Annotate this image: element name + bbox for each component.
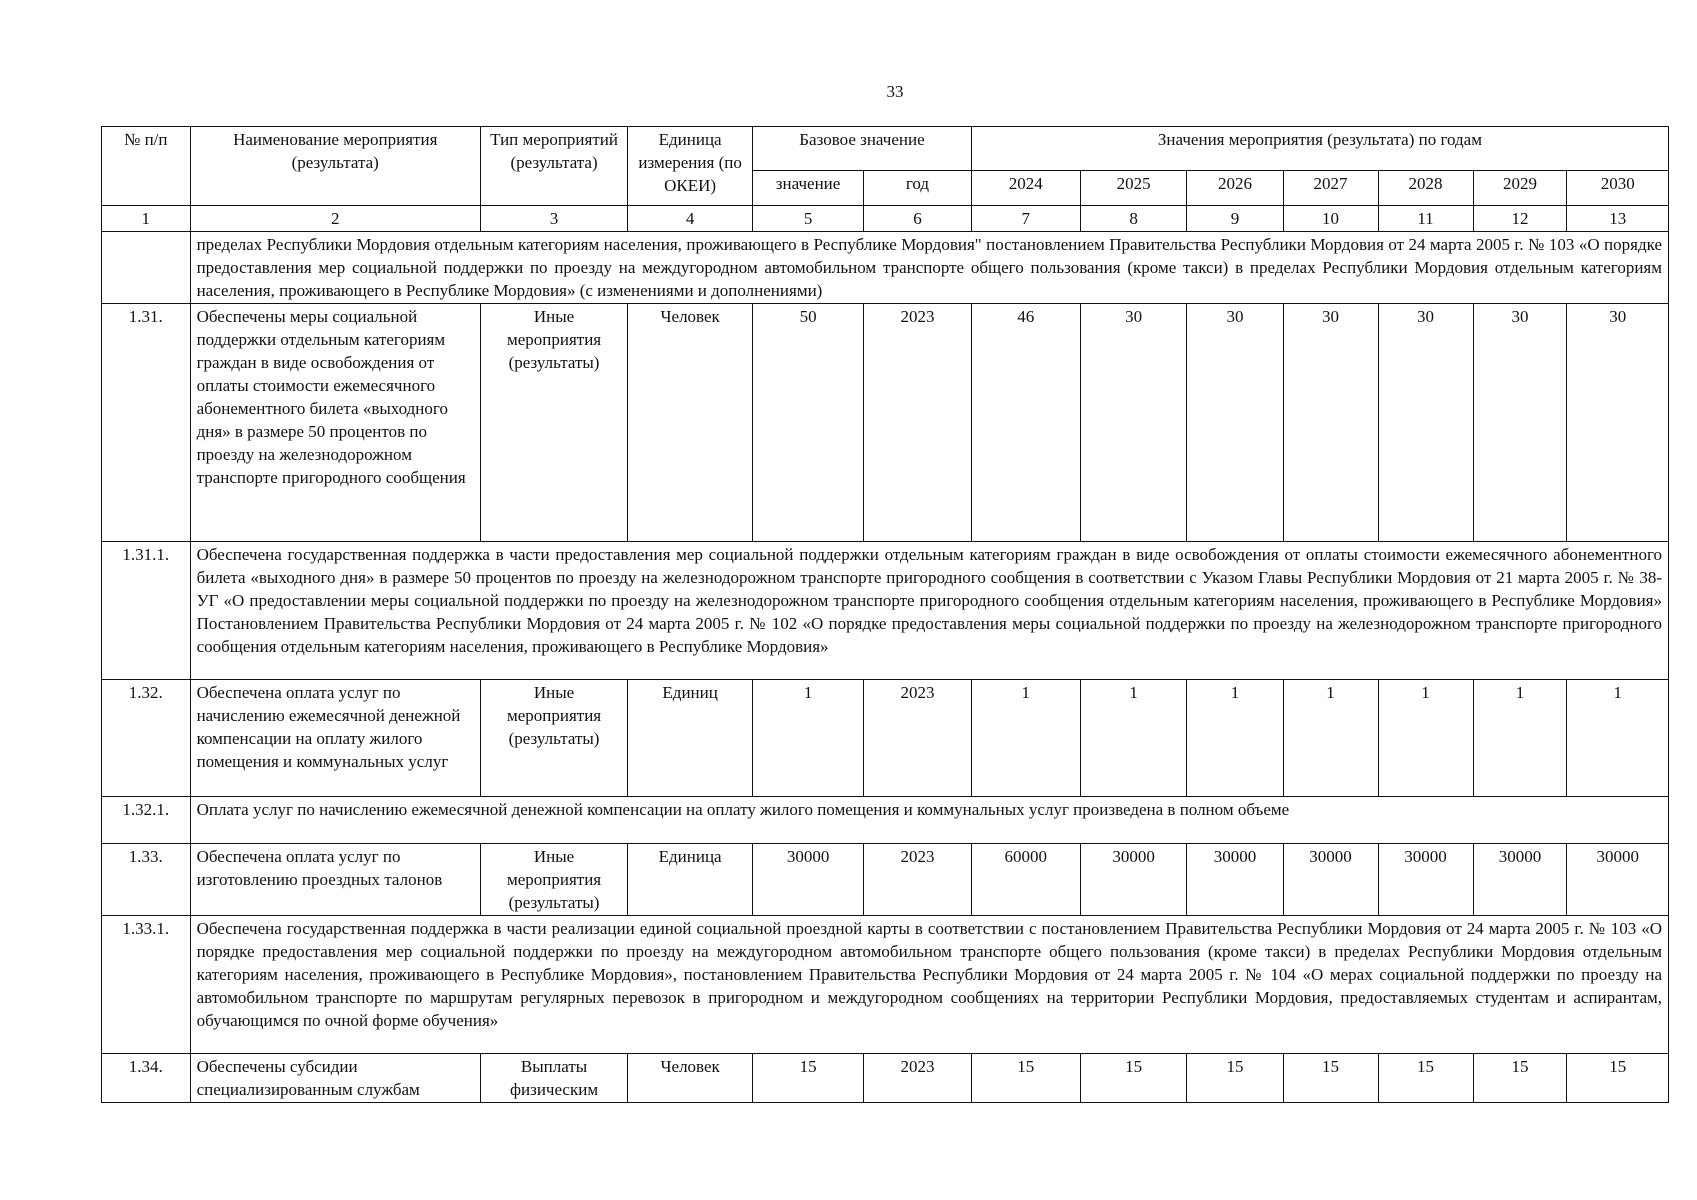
header-year: 2030 <box>1567 171 1669 206</box>
subrow <box>102 916 1669 1054</box>
subrow-text: Обеспечена государственная поддержка в части реализации единой социальной проездной карты в соответствии с постановлением Правительства Республики Мордовия от 24 марта 2005 г. № 103 «О порядке предоставления мер социальной поддержки по проезду на междугородном автомобильном транспорте общего пользования (кроме такси) в пределах Республики Мордовия отдельным категориям населения, проживающего в Республике Мордовия», постановлением Правительства Республики Мордовия от 24 марта 2005 г. № 104 «О мерах социальной поддержки по проезду на автомобильном транспорте по маршрутам регулярных перевозок в пригородном и междугородном сообщениях на территории Республики Мордовия, предоставляемых студентам и аспирантам, обучающимся по очной форме обучения» <box>190 916 1668 1054</box>
row-year-value: 30000 <box>1378 844 1473 916</box>
row-base-year: 2023 <box>864 1054 972 1103</box>
row-year-value: 15 <box>1187 1054 1283 1103</box>
row-year-value: 1 <box>1187 680 1283 797</box>
row-unit: Человек <box>628 304 753 542</box>
column-number: 13 <box>1567 206 1669 232</box>
column-number: 7 <box>971 206 1080 232</box>
column-number: 9 <box>1187 206 1283 232</box>
row-base-value: 1 <box>753 680 864 797</box>
column-number: 1 <box>102 206 191 232</box>
row-year-value: 30000 <box>1283 844 1378 916</box>
row-name: Обеспечены субсидии специализированным службам <box>190 1054 480 1103</box>
row-type: Иные мероприятия (результаты) <box>480 680 627 797</box>
continuation-text: пределах Республики Мордовия отдельным категориям населения, проживающего в Республике Мордовия" постановлением Правительства Республики Мордовия от 24 марта 2005 г. № 103 «О порядке предоставления мер социальной поддержки по проезду на междугородном автомобильном транспорте общего пользования (кроме такси) в пределах Республики Мордовия отдельным категориям населения, проживающего в Республике Мордовия» (с изменениями и дополнениями) <box>190 232 1668 304</box>
row-year-value: 30 <box>1187 304 1283 542</box>
row-year-value: 30000 <box>1473 844 1567 916</box>
row-year-value: 60000 <box>971 844 1080 916</box>
row-type: Выплаты физическим <box>480 1054 627 1103</box>
continuation-row <box>102 232 1669 304</box>
row-year-value: 15 <box>1567 1054 1669 1103</box>
continuation-num <box>102 232 191 304</box>
header-base-value: значение <box>753 171 864 206</box>
column-number: 6 <box>864 206 972 232</box>
table-row <box>102 844 1669 916</box>
row-year-value: 30000 <box>1080 844 1187 916</box>
header-base-year: год <box>864 171 972 206</box>
header-by-years: Значения мероприятия (результата) по годам <box>971 127 1668 171</box>
row-base-value: 50 <box>753 304 864 542</box>
row-year-value: 1 <box>1283 680 1378 797</box>
row-year-value: 15 <box>1378 1054 1473 1103</box>
row-year-value: 46 <box>971 304 1080 542</box>
row-year-value: 30 <box>1283 304 1378 542</box>
header-year: 2027 <box>1283 171 1378 206</box>
row-unit: Человек <box>628 1054 753 1103</box>
row-num: 1.34. <box>102 1054 191 1103</box>
row-year-value: 15 <box>1283 1054 1378 1103</box>
row-year-value: 30 <box>1080 304 1187 542</box>
row-year-value: 1 <box>1567 680 1669 797</box>
row-num: 1.32. <box>102 680 191 797</box>
header-name: Наименование мероприятия (результата) <box>190 127 480 206</box>
header-row-1 <box>102 127 1669 171</box>
subrow <box>102 542 1669 680</box>
header-type: Тип мероприятий (результата) <box>480 127 627 206</box>
header-year: 2025 <box>1080 171 1187 206</box>
column-number: 10 <box>1283 206 1378 232</box>
column-number: 11 <box>1378 206 1473 232</box>
row-name: Обеспечена оплата услуг по начислению ежемесячной денежной компенсации на оплату жилого помещения и коммунальных услуг <box>190 680 480 797</box>
subrow-num: 1.31.1. <box>102 542 191 680</box>
row-base-year: 2023 <box>864 680 972 797</box>
header-num: № п/п <box>102 127 191 206</box>
row-year-value: 1 <box>1473 680 1567 797</box>
header-year: 2028 <box>1378 171 1473 206</box>
subrow-text: Обеспечена государственная поддержка в части предоставления мер социальной поддержки отдельным категориям граждан в виде освобождения от оплаты стоимости ежемесячного абонементного билета «выходного дня» в размере 50 процентов по проезду на железнодорожном транспорте пригородного сообщения в соответствии с Указом Главы Республики Мордовия от 21 марта 2005 г. № 38-УГ «О предоставлении меры социальной поддержки по проезду на железнодорожном транспорте пригородного сообщения отдельным категориям населения, проживающего в Республике Мордовия» Постановлением Правительства Республики Мордовия от 24 марта 2005 г. № 102 «О порядке предоставления меры социальной поддержки по проезду на железнодорожном транспорте пригородного сообщения отдельным категориям населения, проживающего в Республике Мордовия» <box>190 542 1668 680</box>
column-number: 5 <box>753 206 864 232</box>
row-num: 1.33. <box>102 844 191 916</box>
row-year-value: 30 <box>1378 304 1473 542</box>
table-row <box>102 680 1669 797</box>
header-year: 2026 <box>1187 171 1283 206</box>
measures-table <box>101 126 1669 1103</box>
row-year-value: 15 <box>971 1054 1080 1103</box>
column-number: 8 <box>1080 206 1187 232</box>
row-type: Иные мероприятия (результаты) <box>480 844 627 916</box>
row-year-value: 1 <box>1080 680 1187 797</box>
row-year-value: 1 <box>971 680 1080 797</box>
row-year-value: 30000 <box>1187 844 1283 916</box>
table-row <box>102 304 1669 542</box>
row-base-value: 30000 <box>753 844 864 916</box>
row-year-value: 15 <box>1473 1054 1567 1103</box>
column-number-row <box>102 206 1669 232</box>
header-year: 2024 <box>971 171 1080 206</box>
header-unit: Единица измерения (по ОКЕИ) <box>628 127 753 206</box>
subrow-text: Оплата услуг по начислению ежемесячной денежной компенсации на оплату жилого помещения и коммунальных услуг произведена в полном объеме <box>190 797 1668 844</box>
column-number: 2 <box>190 206 480 232</box>
row-year-value: 15 <box>1080 1054 1187 1103</box>
row-year-value: 1 <box>1378 680 1473 797</box>
subrow <box>102 797 1669 844</box>
row-num: 1.31. <box>102 304 191 542</box>
row-unit: Единиц <box>628 680 753 797</box>
row-type: Иные мероприятия (результаты) <box>480 304 627 542</box>
page-number: 33 <box>886 82 904 101</box>
header-year: 2029 <box>1473 171 1567 206</box>
row-year-value: 30000 <box>1567 844 1669 916</box>
row-base-year: 2023 <box>864 304 972 542</box>
row-unit: Единица <box>628 844 753 916</box>
table-row <box>102 1054 1669 1103</box>
column-number: 12 <box>1473 206 1567 232</box>
column-number: 3 <box>480 206 627 232</box>
row-name: Обеспечена оплата услуг по изготовлению проездных талонов <box>190 844 480 916</box>
row-base-year: 2023 <box>864 844 972 916</box>
subrow-num: 1.33.1. <box>102 916 191 1054</box>
row-base-value: 15 <box>753 1054 864 1103</box>
row-name: Обеспечены меры социальной поддержки отдельным категориям граждан в виде освобождения от оплаты стоимости ежемесячного абонементного билета «выходного дня» в размере 50 процентов по проезду на железнодорожном транспорте пригородного сообщения <box>190 304 480 542</box>
subrow-num: 1.32.1. <box>102 797 191 844</box>
row-year-value: 30 <box>1567 304 1669 542</box>
header-base: Базовое значение <box>753 127 972 171</box>
row-year-value: 30 <box>1473 304 1567 542</box>
column-number: 4 <box>628 206 753 232</box>
